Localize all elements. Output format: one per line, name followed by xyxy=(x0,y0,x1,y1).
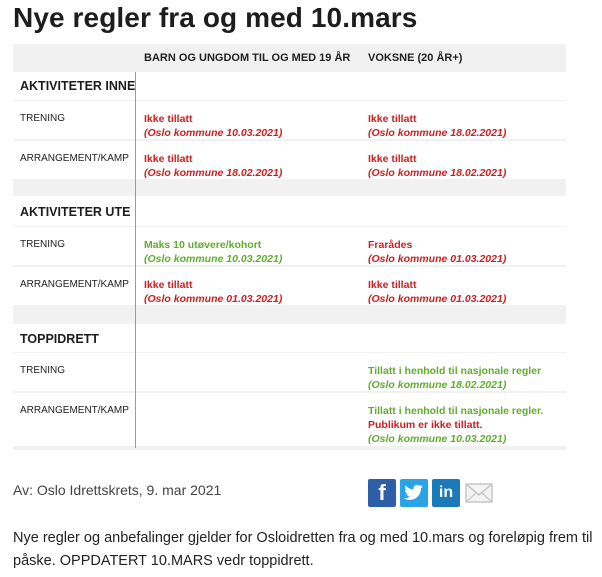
article-byline: Av: Oslo Idrettskrets, 9. mar 2021 xyxy=(13,482,222,498)
table-row xyxy=(13,227,566,265)
row-label: ARRANGEMENT/KAMP xyxy=(20,153,129,164)
rule-cell xyxy=(368,112,506,140)
twitter-icon[interactable] xyxy=(400,479,428,507)
table-row xyxy=(13,267,566,305)
row-label: TRENING xyxy=(20,239,65,250)
section-title: AKTIVITETER UTE xyxy=(20,205,131,219)
row-label: TRENING xyxy=(20,113,65,124)
rule-cell xyxy=(368,238,506,266)
rule-status: Ikke tillatt xyxy=(368,113,417,125)
table-row xyxy=(13,141,566,179)
rule-cell xyxy=(368,152,506,180)
section-header-row xyxy=(13,196,566,226)
section-header-row xyxy=(13,324,566,352)
rule-status: Tillatt i henhold til nasjonale regler. xyxy=(368,405,544,417)
row-label: ARRANGEMENT/KAMP xyxy=(20,405,129,416)
rule-cell xyxy=(144,152,282,180)
rules-table xyxy=(13,44,566,450)
rule-source: (Oslo kommune 18.02.2021) xyxy=(368,167,507,179)
table-row xyxy=(13,101,566,139)
rule-status: Ikke tillatt xyxy=(144,153,193,165)
rule-cell xyxy=(144,238,282,266)
rule-cell xyxy=(144,278,282,306)
rule-note: Publikum er ikke tillatt. xyxy=(368,419,483,431)
column-header-youth: BARN OG UNGDOM TIL OG MED 19 ÅR xyxy=(144,52,351,64)
rule-cell xyxy=(144,112,282,140)
rule-source: (Oslo kommune 10.03.2021) xyxy=(144,127,283,139)
page-title: Nye regler fra og med 10.mars xyxy=(13,2,418,33)
column-divider xyxy=(135,72,136,448)
row-label: TRENING xyxy=(20,365,65,376)
intro-paragraph: Nye regler og anbefalinger gjelder for Osloidretten fra og med 10.mars og foreløpig frem til påske. OPPDATERT 10.MARS vedr toppidrett. xyxy=(13,530,593,569)
rule-status: Maks 10 utøvere/kohort xyxy=(144,239,262,251)
rule-status: Ikke tillatt xyxy=(368,279,417,291)
linkedin-icon[interactable]: in xyxy=(432,479,460,507)
rule-source: (Oslo kommune 01.03.2021) xyxy=(368,293,507,305)
rule-status: Frarådes xyxy=(368,239,413,251)
section-title: AKTIVITETER INNE xyxy=(20,79,136,93)
column-header-adults: VOKSNE (20 ÅR+) xyxy=(368,52,463,64)
mail-icon[interactable] xyxy=(465,479,493,507)
rule-source: (Oslo kommune 18.02.2021) xyxy=(144,167,283,179)
table-row xyxy=(13,353,566,391)
rule-cell xyxy=(368,278,506,306)
rule-source: (Oslo kommune 01.03.2021) xyxy=(144,293,283,305)
rule-status: Ikke tillatt xyxy=(144,113,193,125)
section-title: TOPPIDRETT xyxy=(20,332,99,346)
table-row xyxy=(13,393,566,446)
row-label: ARRANGEMENT/KAMP xyxy=(20,279,129,290)
rule-status: Ikke tillatt xyxy=(368,153,417,165)
section-header-row xyxy=(13,72,566,100)
rule-source: (Oslo kommune 10.03.2021) xyxy=(144,253,283,265)
rule-source: (Oslo kommune 18.02.2021) xyxy=(368,379,507,391)
rule-source: (Oslo kommune 01.03.2021) xyxy=(368,253,507,265)
rule-cell xyxy=(368,364,541,392)
rule-source: (Oslo kommune 18.02.2021) xyxy=(368,127,507,139)
rule-cell xyxy=(368,404,543,446)
facebook-icon[interactable]: f xyxy=(368,479,396,507)
rule-status: Ikke tillatt xyxy=(144,279,193,291)
rule-source: (Oslo kommune 10.03.2021) xyxy=(368,433,507,445)
rule-status: Tillatt i henhold til nasjonale regler xyxy=(368,365,542,377)
